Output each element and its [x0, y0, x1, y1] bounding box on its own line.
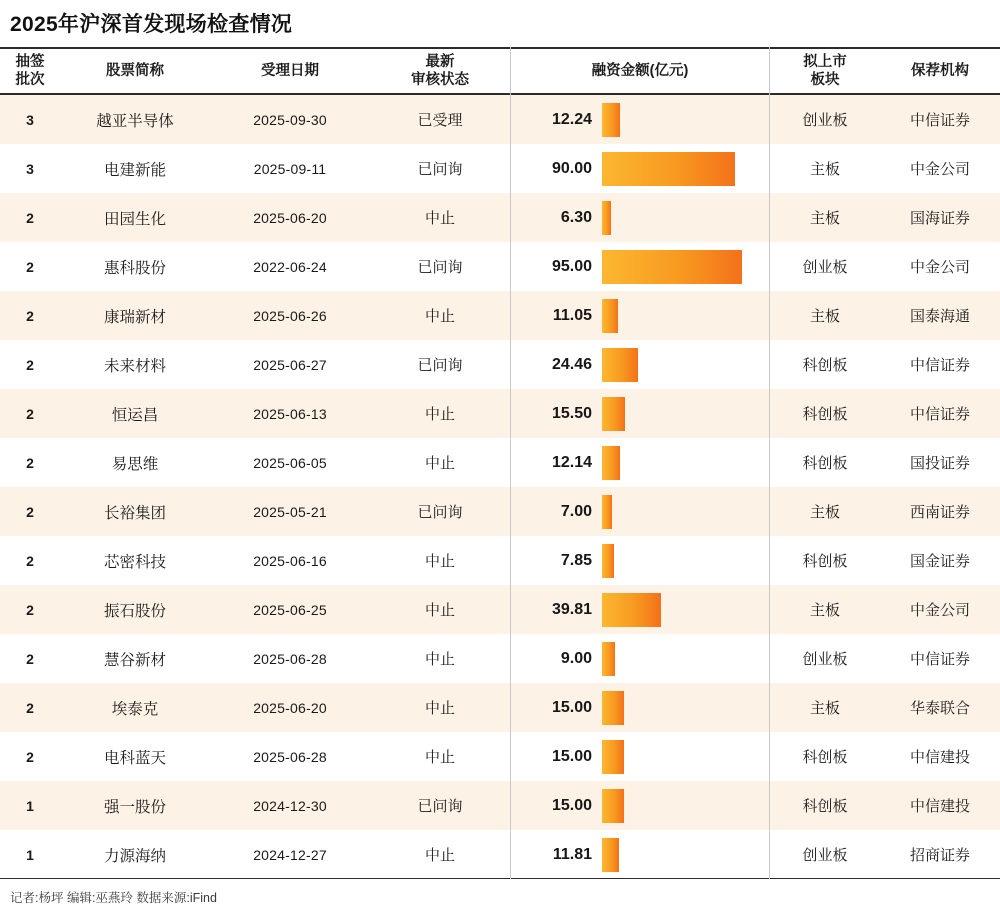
cell-accept-date: 2025-06-13 [210, 389, 370, 438]
column-header-status-line2: 审核状态 [411, 72, 469, 88]
amount-bar-track [602, 242, 770, 291]
cell-stock-name: 慧谷新材 [60, 634, 210, 683]
table-row [0, 732, 1000, 781]
cell-batch: 1 [0, 781, 60, 830]
cell-stock-name: 越亚半导体 [60, 94, 210, 144]
cell-review-status: 中止 [370, 585, 510, 634]
table-row [0, 193, 1000, 242]
cell-stock-name: 埃泰克 [60, 683, 210, 732]
amount-bar-track [602, 585, 770, 634]
cell-batch: 3 [0, 144, 60, 193]
cell-financing-amount [510, 634, 770, 683]
cell-accept-date: 2025-06-28 [210, 634, 370, 683]
cell-listing-board: 创业板 [770, 634, 880, 683]
table-header [0, 48, 1000, 94]
amount-bar-track [602, 193, 770, 242]
amount-bar-track [602, 634, 770, 683]
amount-value: 6.30 [560, 208, 592, 226]
cell-financing-amount [510, 438, 770, 487]
amount-value: 11.05 [552, 306, 592, 324]
cell-review-status: 已问询 [370, 242, 510, 291]
table-row [0, 389, 1000, 438]
amount-bar [602, 299, 618, 333]
column-header-status-line1: 最新 [425, 53, 455, 70]
cell-stock-name: 惠科股份 [60, 242, 210, 291]
cell-accept-date: 2025-09-30 [210, 94, 370, 144]
cell-sponsor: 中信建投 [880, 781, 1000, 830]
cell-review-status: 中止 [370, 536, 510, 585]
cell-accept-date: 2025-06-26 [210, 291, 370, 340]
cell-financing-amount [510, 291, 770, 340]
cell-batch: 2 [0, 634, 60, 683]
cell-stock-name: 长裕集团 [60, 487, 210, 536]
cell-financing-amount [510, 144, 770, 193]
table-row [0, 634, 1000, 683]
amount-bar [602, 152, 735, 186]
amount-value: 7.85 [560, 551, 592, 569]
cell-batch: 3 [0, 94, 60, 144]
cell-review-status: 中止 [370, 634, 510, 683]
amount-bar [602, 250, 742, 284]
cell-sponsor: 国海证券 [880, 193, 1000, 242]
amount-bar-track [602, 95, 770, 144]
amount-value: 15.00 [551, 796, 592, 814]
amount-bar-track [602, 487, 770, 536]
cell-accept-date: 2025-06-20 [210, 683, 370, 732]
amount-bar [602, 446, 620, 480]
cell-financing-amount [510, 193, 770, 242]
amount-bar-track [602, 830, 770, 879]
amount-bar-track [602, 732, 770, 781]
cell-accept-date: 2025-06-28 [210, 732, 370, 781]
column-header-date: 受理日期 [210, 48, 370, 94]
cell-review-status: 已问询 [370, 487, 510, 536]
cell-sponsor: 中金公司 [880, 144, 1000, 193]
cell-batch: 2 [0, 193, 60, 242]
cell-stock-name: 康瑞新材 [60, 291, 210, 340]
cell-accept-date: 2025-09-11 [210, 144, 370, 193]
cell-sponsor: 国泰海通 [880, 291, 1000, 340]
cell-financing-amount [510, 94, 770, 144]
cell-sponsor: 中信建投 [880, 732, 1000, 781]
cell-stock-name: 振石股份 [60, 585, 210, 634]
cell-review-status: 中止 [370, 683, 510, 732]
amount-column-left-divider [510, 47, 511, 879]
cell-financing-amount [510, 487, 770, 536]
cell-listing-board: 创业板 [770, 830, 880, 879]
cell-stock-name: 恒运昌 [60, 389, 210, 438]
cell-review-status: 中止 [370, 732, 510, 781]
cell-financing-amount [510, 781, 770, 830]
table-row [0, 340, 1000, 389]
amount-bar [602, 593, 661, 627]
amount-bar [602, 495, 612, 529]
cell-stock-name: 电科蓝天 [60, 732, 210, 781]
cell-accept-date: 2025-05-21 [210, 487, 370, 536]
column-header-board-line2: 板块 [810, 72, 840, 88]
cell-listing-board: 主板 [770, 487, 880, 536]
footer-credit: 记者:杨坪 编辑:巫燕玲 数据来源:iFind [10, 891, 217, 905]
amount-column-right-divider [769, 47, 770, 879]
cell-batch: 2 [0, 585, 60, 634]
amount-bar [602, 348, 638, 382]
amount-bar [602, 838, 619, 872]
table-row [0, 585, 1000, 634]
cell-financing-amount [510, 242, 770, 291]
cell-financing-amount [510, 389, 770, 438]
cell-stock-name: 强一股份 [60, 781, 210, 830]
cell-batch: 2 [0, 536, 60, 585]
cell-listing-board: 科创板 [770, 536, 880, 585]
cell-review-status: 中止 [370, 830, 510, 879]
column-header-batch-line2: 批次 [15, 72, 45, 88]
footer [0, 878, 1000, 915]
cell-listing-board: 科创板 [770, 340, 880, 389]
table-row [0, 144, 1000, 193]
column-header-board-line1: 拟上市 [803, 53, 847, 70]
cell-sponsor: 招商证券 [880, 830, 1000, 879]
cell-accept-date: 2025-06-05 [210, 438, 370, 487]
amount-value: 12.24 [551, 110, 592, 128]
cell-sponsor: 中金公司 [880, 585, 1000, 634]
cell-listing-board: 科创板 [770, 438, 880, 487]
cell-sponsor: 中信证券 [880, 389, 1000, 438]
cell-accept-date: 2022-06-24 [210, 242, 370, 291]
amount-bar [602, 201, 611, 235]
cell-sponsor: 西南证券 [880, 487, 1000, 536]
amount-value: 90.00 [551, 159, 592, 177]
cell-financing-amount [510, 340, 770, 389]
column-header-board [770, 48, 880, 94]
amount-bar [602, 789, 624, 823]
cell-sponsor: 国投证券 [880, 438, 1000, 487]
amount-value: 11.81 [552, 845, 592, 863]
column-header-sponsor: 保荐机构 [880, 48, 1000, 94]
amount-value: 15.00 [551, 747, 592, 765]
amount-bar [602, 642, 615, 676]
amount-bar-track [602, 438, 770, 487]
cell-sponsor: 国金证券 [880, 536, 1000, 585]
table-row [0, 487, 1000, 536]
cell-batch: 2 [0, 683, 60, 732]
table-row [0, 830, 1000, 879]
cell-stock-name: 田园生化 [60, 193, 210, 242]
cell-listing-board: 创业板 [770, 94, 880, 144]
amount-bar-track [602, 683, 770, 732]
page-title: 2025年沪深首发现场检查情况 [10, 13, 293, 36]
cell-sponsor: 中金公司 [880, 242, 1000, 291]
amount-bar [602, 397, 625, 431]
cell-batch: 2 [0, 340, 60, 389]
cell-financing-amount [510, 732, 770, 781]
cell-listing-board: 主板 [770, 291, 880, 340]
table-row [0, 683, 1000, 732]
column-header-batch-line1: 抽签 [15, 53, 45, 70]
amount-bar-track [602, 340, 770, 389]
cell-review-status: 已受理 [370, 94, 510, 144]
amount-bar-track [602, 389, 770, 438]
amount-bar [602, 544, 614, 578]
amount-value: 39.81 [551, 600, 592, 618]
cell-sponsor: 中信证券 [880, 634, 1000, 683]
cell-batch: 2 [0, 291, 60, 340]
cell-financing-amount [510, 683, 770, 732]
amount-value: 15.00 [551, 698, 592, 716]
table-body [0, 94, 1000, 879]
cell-stock-name: 易思维 [60, 438, 210, 487]
amount-bar-track [602, 291, 770, 340]
cell-review-status: 中止 [370, 438, 510, 487]
amount-value: 95.00 [551, 257, 592, 275]
cell-accept-date: 2025-06-25 [210, 585, 370, 634]
cell-listing-board: 科创板 [770, 781, 880, 830]
cell-review-status: 中止 [370, 193, 510, 242]
cell-stock-name: 电建新能 [60, 144, 210, 193]
cell-batch: 2 [0, 732, 60, 781]
cell-accept-date: 2025-06-27 [210, 340, 370, 389]
table-row [0, 242, 1000, 291]
cell-listing-board: 主板 [770, 193, 880, 242]
cell-accept-date: 2025-06-16 [210, 536, 370, 585]
cell-stock-name: 未来材料 [60, 340, 210, 389]
amount-value: 12.14 [551, 453, 592, 471]
cell-financing-amount [510, 536, 770, 585]
amount-bar [602, 103, 620, 137]
amount-bar [602, 691, 624, 725]
cell-listing-board: 科创板 [770, 389, 880, 438]
cell-financing-amount [510, 585, 770, 634]
cell-accept-date: 2025-06-20 [210, 193, 370, 242]
column-header-amount: 融资金额(亿元) [510, 48, 770, 94]
cell-batch: 1 [0, 830, 60, 879]
cell-batch: 2 [0, 389, 60, 438]
amount-value: 7.00 [560, 502, 592, 520]
cell-review-status: 中止 [370, 291, 510, 340]
cell-review-status: 已问询 [370, 340, 510, 389]
amount-bar-track [602, 536, 770, 585]
cell-listing-board: 主板 [770, 683, 880, 732]
amount-bar-track [602, 781, 770, 830]
cell-review-status: 已问询 [370, 781, 510, 830]
table-row [0, 438, 1000, 487]
cell-sponsor: 华泰联合 [880, 683, 1000, 732]
amount-value: 9.00 [560, 649, 592, 667]
cell-listing-board: 主板 [770, 585, 880, 634]
amount-value: 24.46 [551, 355, 592, 373]
cell-batch: 2 [0, 487, 60, 536]
cell-financing-amount [510, 830, 770, 879]
cell-sponsor: 中信证券 [880, 340, 1000, 389]
table-row [0, 94, 1000, 144]
table-row [0, 536, 1000, 585]
amount-value: 15.50 [551, 404, 592, 422]
cell-listing-board: 科创板 [770, 732, 880, 781]
column-header-batch [0, 48, 60, 94]
cell-stock-name: 力源海纳 [60, 830, 210, 879]
table-row [0, 781, 1000, 830]
column-header-name: 股票简称 [60, 48, 210, 94]
amount-bar-track [602, 144, 770, 193]
cell-review-status: 已问询 [370, 144, 510, 193]
cell-accept-date: 2024-12-30 [210, 781, 370, 830]
cell-stock-name: 芯密科技 [60, 536, 210, 585]
cell-accept-date: 2024-12-27 [210, 830, 370, 879]
table-row [0, 291, 1000, 340]
cell-listing-board: 创业板 [770, 242, 880, 291]
cell-batch: 2 [0, 242, 60, 291]
amount-bar [602, 740, 624, 774]
data-table [0, 47, 1000, 879]
cell-listing-board: 主板 [770, 144, 880, 193]
cell-review-status: 中止 [370, 389, 510, 438]
column-header-status [370, 48, 510, 94]
cell-batch: 2 [0, 438, 60, 487]
cell-sponsor: 中信证券 [880, 94, 1000, 144]
